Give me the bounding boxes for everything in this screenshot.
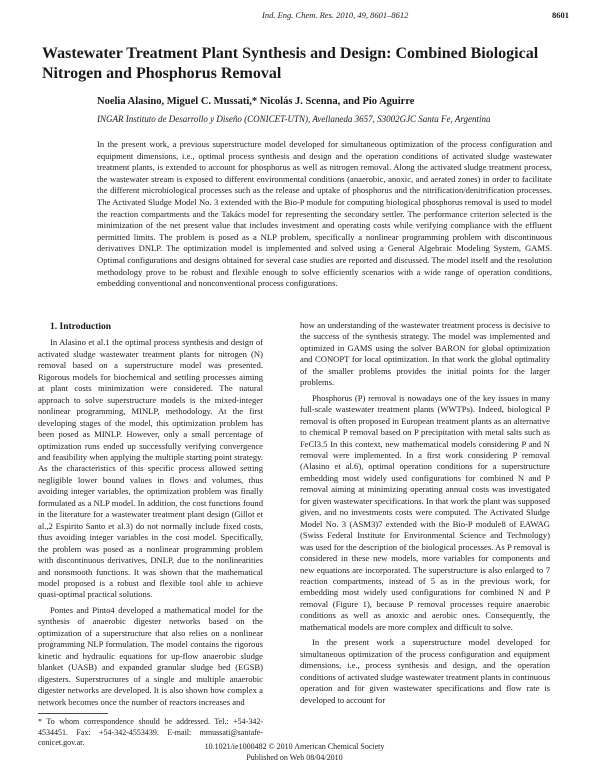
journal-citation: Ind. Eng. Chem. Res. 2010, 49, 8601–8612: [262, 10, 409, 20]
page-number: 8601: [552, 10, 569, 20]
author-list: Noelia Alasino, Miguel C. Mussati,* Nicolás J. Scenna, and Pio Aguirre: [97, 96, 415, 107]
paragraph: Phosphorus (P) removal is nowadays one of the key issues in many full-scale wastewater treatment plants (WWTPs). Indeed, biological P removal is often proposed in European treatment plants as an alternative to chemical P removal based on P precipitation with metal salts such as FeCl3.5 In this context, new mathematical models considering P and N removal were implemented. In a first work considering P removal (Alasino et al.6), optimal operation conditions for a superstructure embedding most widely used configurations for combined N and P removal aiming at minimizing operating annual costs was investigated for given wastewater specifications. In that work the plant was supposed given, and no investments costs were computed. The Activated Sludge Model No. 3 (ASM3)7 extended with the Bio-P module8 of EAWAG (Swiss Federal Institute for Environmental Science and Technology) was used for the description of the biological processes. As P removal is considered in these new models, more variables for components and new equations are incorporated. The superstructure is also enlarged to 7 reaction compartments, instead of 5 as in the previous work, for embedding most widely used configurations for combined N and P removal (Figure 1), because P removal processes require anaerobic conditions as well as anoxic and aerobic ones. Consequently, the mathematical models are more complex and difficult to solve.: [300, 392, 550, 632]
right-column: [300, 320, 550, 706]
abstract: In the present work, a previous superstructure model developed for simultaneous optimization of the process configuration and equipment dimensions, i.e., optimal process synthesis and design and the operation conditions of activated sludge wastewater treatment plants, is extended to account for phosphorus as well as nitrogen removal. Along the activated sludge treatment process, the wastewater stream is exposed to different environmental conditions (anaerobic, anoxic, and aerated zones) in order to facilitate the different microbiological processes such as the release and uptake of phosphorus and the nitrification/denitrification processes. The Activated Sludge Model No. 3 extended with the Bio-P module for computing biological phosphorus removal is used to model the reaction compartments and the Takács model for representing the secondary settler. The performance criterion selected is the minimization of the net present value that includes investment and operating costs while verifying compliance with the effluent permitted limits. The problem is posed as a NLP problem, specifically a nonlinear programming problem with discontinuous derivatives DNLP. The optimization model is implemented and solved using a General Algebraic Modeling System, GAMS. Optimal configurations and designs obtained for several case studies are reported and discussed. The model itself and the resolution methodology prove to be robust and flexible enough to solve efficiently scenarios with a wide range of operation conditions, embedding conventional and nonconventional process configurations.: [97, 139, 552, 289]
footer-published-date: Published on Web 08/04/2010: [246, 753, 343, 762]
paragraph: Pontes and Pinto4 developed a mathematical model for the synthesis of anaerobic digester networks based on the optimization of a superstructure that also relies on a nonlinear programming NLP formulation. The model contains the rigorous kinetic and hydraulic equations for up-flow anaerobic sludge blanket (UASB) and expanded granular sludge bed (EGSB) digesters. Superstructures of a single and multiple anaerobic digester networks are developed. It is also shown how complex a network becomes once the number of reactors increases and: [38, 604, 263, 707]
paragraph: how an understanding of the wastewater treatment process is decisive to the success of the synthesis strategy. The model was implemented and optimized in GAMS using the solver BARON for global optimization and CONOPT for local optimization. In that work the global optimality of the smaller problems provides the initial points for the larger problems.: [300, 320, 550, 388]
author-affiliation: INGAR Instituto de Desarrollo y Diseño (CONICET-UTN), Avellaneda 3657, S3002GJC Santa Fe, Argentina: [97, 114, 491, 124]
correspondence-footnote: * To whom correspondence should be addressed. Tel.: +54-342-4534451. Fax: +54-342-4553439. E-mail: mmussati@santafe-conicet.gov.ar.: [38, 717, 263, 747]
paragraph: In Alasino et al.1 the optimal process synthesis and design of activated sludge wastewater treatment plants for nitrogen (N) removal based on a superstructure model was presented. Rigorous models for biochemical and settling processes aiming at plant costs minimization were considered. The natural approach to solve superstructure models is the mixed-integer nonlinear programming, MINLP, methodology. At the first developing stages of the model, this optimization problem has been posed as MINLP. However, only a small percentage of optimization runs ended up successfully verifying convergence and feasibility when applying the multiple starting point strategy. As the characteristics of this specific process allowed setting negligible lower bound values in flows and volumes, thus avoiding integer variables, the optimization problem was finally formulated as a NLP model. In addition, the cost functions found in the literature for a wastewater treatment plant design (Gillot et al.,2 Espirito Santo et al.3) do not normally include fixed costs, thus avoiding integer variables in the cost model. Specifically, the problem was posed as a nonlinear programming problem with discontinuous derivatives, DNLP, due to the nonlinearities and nonsmooth functions. It was shown that the mathematical model proposed is a robust and flexible tool able to achieve quasi-optimal practical solutions.: [38, 337, 263, 600]
paragraph: In the present work a superstructure model developed for simultaneous optimization of the process configuration and equipment dimensions, i.e., process synthesis and design, and the operation conditions of activated sludge wastewater treatment plants in continuous operation and for given wastewater specifications and flow rate is developed to account for: [300, 637, 550, 705]
footer-doi-copyright: 10.1021/ie1000482 © 2010 American Chemical Society: [204, 742, 385, 751]
article-title: Wastewater Treatment Plant Synthesis and Design: Combined Biological Nitrogen and Phosphorus Removal: [42, 45, 539, 82]
left-column: [38, 322, 263, 708]
section-heading-introduction: 1. Introduction: [50, 322, 112, 332]
footnote-divider: [38, 713, 108, 714]
